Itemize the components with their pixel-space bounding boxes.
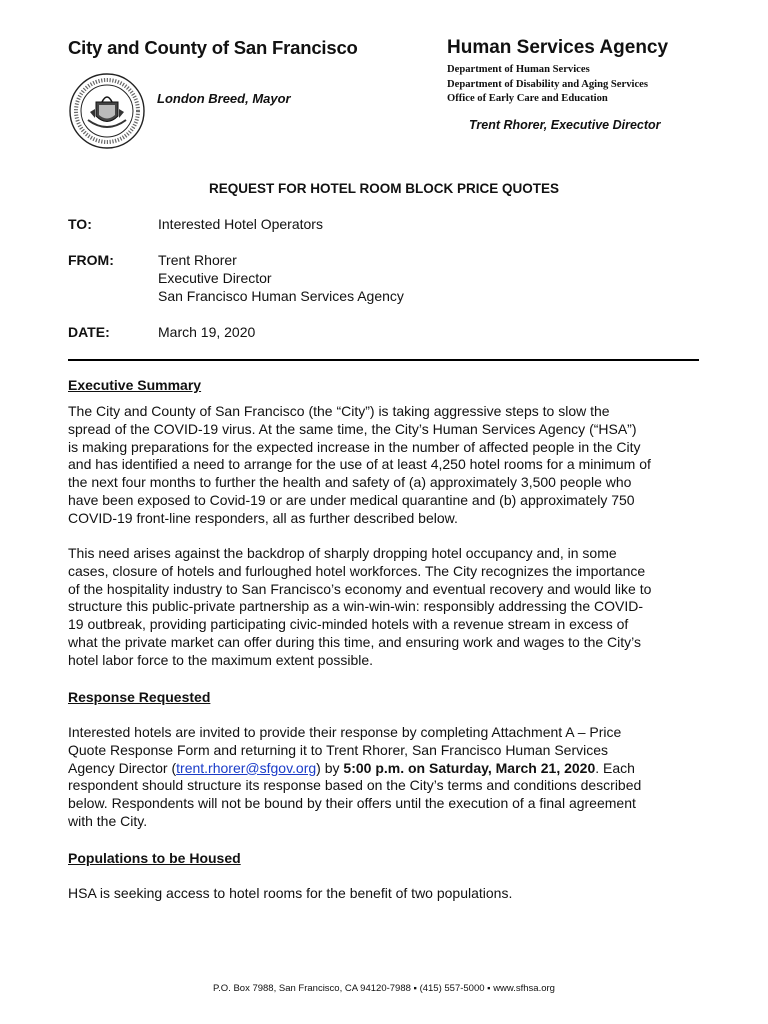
- footer-separator: ▪: [487, 983, 491, 994]
- text-line: [68, 760, 708, 778]
- from-line: San Francisco Human Services Agency: [158, 288, 404, 304]
- footer: [0, 983, 768, 994]
- to-label: TO:: [68, 216, 92, 232]
- footer-website[interactable]: www.sfhsa.org: [493, 983, 555, 994]
- footer-address: P.O. Box 7988, San Francisco, CA 94120-7988: [213, 983, 411, 994]
- department-list: [447, 63, 648, 107]
- text-line: below. Respondents will not be bound by their offers until the execution of a final agreement: [68, 795, 636, 812]
- text-line: COVID-19 front-line responders, all as further described below.: [68, 509, 458, 526]
- paragraph-executive-summary-2: [68, 545, 708, 670]
- department-line: Office of Early Care and Education: [447, 93, 608, 104]
- text-line: spread of the COVID-19 virus. At the same time, the City’s Human Services Agency (“HSA”): [68, 420, 637, 437]
- footer-phone: (415) 557-5000: [419, 983, 485, 994]
- text-line: Quote Response Form and returning it to Trent Rhorer, San Francisco Human Services: [68, 741, 609, 758]
- from-line: Executive Director: [158, 270, 272, 286]
- text-line: the next four months to further the health and safety of (a) approximately 3,500 people who: [68, 474, 632, 491]
- section-heading-populations: Populations to be Housed: [68, 850, 241, 866]
- from-line: Trent Rhorer: [158, 252, 237, 268]
- department-line: Department of Human Services: [447, 64, 590, 75]
- text-segment: Agency Director (: [68, 759, 177, 776]
- executive-director: Trent Rhorer, Executive Director: [469, 118, 661, 132]
- date-label: DATE:: [68, 324, 110, 340]
- to-value: Interested Hotel Operators: [158, 216, 323, 232]
- text-line: Interested hotels are invited to provide their response by completing Attachment A – Price: [68, 724, 622, 740]
- text-line: with the City.: [68, 812, 148, 829]
- paragraph-executive-summary-1: [68, 403, 708, 528]
- text-line: cases, closure of hotels and furloughed hotel workforces. The City recognizes the importance: [68, 562, 646, 579]
- city-seal-icon: [68, 72, 146, 150]
- mayor-name: London Breed, Mayor: [157, 91, 291, 106]
- from-value: [158, 251, 404, 305]
- section-heading-executive-summary: Executive Summary: [68, 377, 202, 393]
- department-line: Department of Disability and Aging Services: [447, 78, 648, 90]
- org-name-right: Human Services Agency: [447, 37, 669, 58]
- org-name-left: City and County of San Francisco: [68, 37, 358, 58]
- document-title: REQUEST FOR HOTEL ROOM BLOCK PRICE QUOTES: [208, 181, 560, 196]
- text-line: respondent should structure its response based on the City’s terms and conditions described: [68, 777, 642, 794]
- deadline: 5:00 p.m. on Saturday, March 21, 2020: [343, 759, 596, 776]
- paragraph-response-requested: [68, 724, 708, 831]
- email-link[interactable]: trent.rhorer@sfgov.org: [176, 759, 317, 776]
- text-line: of the hospitality industry to San Francisco’s economy and eventual recovery and would like to: [68, 580, 652, 597]
- text-line: The City and County of San Francisco (the “City”) is taking aggressive steps to slow the: [68, 403, 610, 419]
- text-line: what the private market can offer during this time, and ensuring work and wages to the City’s: [68, 633, 642, 650]
- text-line: structure this public-private partnership as a win-win-win: responsibly addressing the COVID-: [68, 598, 644, 615]
- section-heading-response-requested: Response Requested: [68, 689, 211, 705]
- text-line: This need arises against the backdrop of sharply dropping hotel occupancy and, in some: [68, 545, 617, 561]
- text-line: hotel labor force to the maximum extent possible.: [68, 651, 374, 668]
- divider: [68, 359, 699, 361]
- paragraph-populations: HSA is seeking access to hotel rooms for the benefit of two populations.: [68, 885, 513, 901]
- text-line: have been exposed to Covid-19 or are under medical quarantine and (b) approximately 750: [68, 491, 635, 508]
- text-line: is making preparations for the expected increase in the number of affected people in the City: [68, 438, 641, 455]
- text-line: 19 outbreak, providing participating civic-minded hotels with a revenue stream in excess of: [68, 616, 629, 633]
- text-segment: ) by: [316, 759, 344, 776]
- footer-separator: ▪: [413, 983, 417, 994]
- text-segment: . Each: [595, 759, 635, 776]
- from-label: FROM:: [68, 252, 114, 268]
- date-value: March 19, 2020: [158, 324, 256, 340]
- text-line: and has identified a need to arrange for the use of at least 4,250 hotel rooms for a minimum of: [68, 456, 651, 473]
